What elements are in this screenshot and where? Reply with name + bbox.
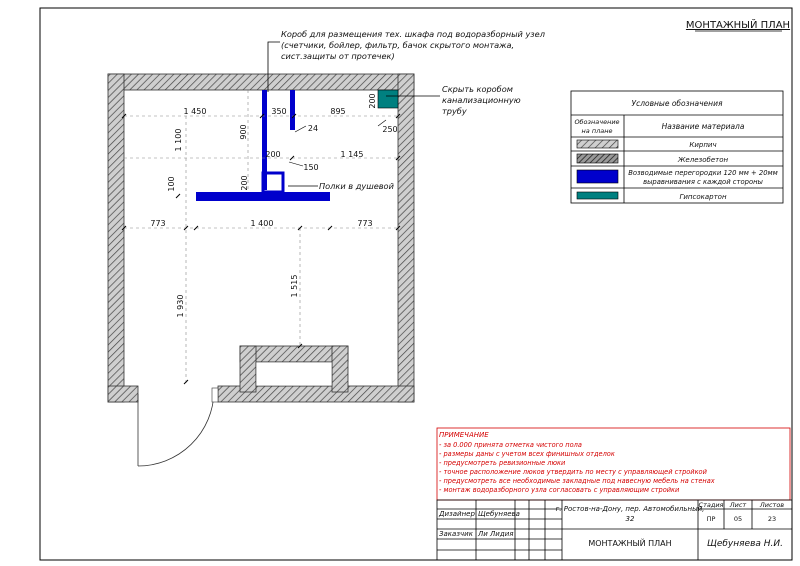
note-line-4: - точное расположение люков утвердить по месту с управляющей стройкой: [439, 468, 707, 476]
legend-col1-line2: на плане: [581, 127, 613, 135]
dim-773-right: 773: [357, 219, 373, 228]
dim-350: 350: [271, 107, 287, 116]
wall-top: [108, 74, 414, 90]
dim-150: 150: [303, 163, 319, 172]
floor-plan: [108, 42, 440, 466]
legend-col1-line1: Обозначение: [574, 118, 620, 126]
callout-shelves: Полки в душевой: [319, 181, 394, 191]
note-line-5: - предусмотреть все необходимые закладные под навесную мебель на стенах: [439, 477, 715, 485]
wall-bottom-left: [108, 386, 138, 402]
legend-row-partition-line2: выравнивания с каждой стороны: [643, 178, 763, 186]
dim-895: 895: [330, 107, 346, 116]
dim-1400: 1 400: [250, 219, 274, 228]
legend-col2: Название материала: [661, 122, 745, 131]
dim-250: 250: [382, 125, 398, 134]
callout-box-line2: (счетчики, бойлер, фильтр, бачок скрытого монтажа,: [281, 40, 515, 50]
client-name: Ли Лидия: [478, 530, 514, 538]
swatch-drywall: [577, 192, 618, 199]
wall-left: [108, 74, 124, 402]
stage-label: Стадия: [698, 501, 724, 509]
client-label: Заказчик: [439, 530, 473, 538]
dim-900: 900: [239, 124, 248, 140]
titleblock-sheet-name: МОНТАЖНЫЙ ПЛАН: [588, 539, 672, 548]
niche-right: [332, 346, 348, 392]
legend-table: [571, 91, 783, 203]
author-name: Щебуняева Н.И.: [707, 539, 783, 549]
drywall-pipe-box: [378, 90, 398, 108]
legend-row-drywall: Гипсокартон: [679, 193, 727, 201]
sheets-label: Листов: [759, 501, 785, 509]
swatch-brick: [577, 140, 618, 148]
dim-1515: 1 515: [290, 274, 299, 298]
swatch-concrete: [577, 154, 618, 163]
door-swing-arc: [138, 392, 214, 466]
dim-100: 100: [167, 176, 176, 192]
niche-opening: [256, 362, 332, 386]
notes-block: [437, 428, 790, 500]
callout-hide-line3: трубу: [442, 106, 467, 116]
callout-box-line3: сист.защиты от протечек): [281, 51, 395, 61]
designer-name: Щебуняева: [478, 510, 520, 518]
dim-773-left: 773: [150, 219, 166, 228]
dim-1450: 1 450: [183, 107, 207, 116]
legend-title: Условные обозначения: [631, 99, 723, 108]
sheet-label: Лист: [729, 501, 747, 509]
callout-hide-line2: канализационную: [442, 95, 521, 105]
address-line2: 32: [625, 515, 635, 523]
address-line1: г. Ростов-на-Дону, пер. Автомобильный,: [555, 505, 705, 513]
dim-1100: 1 100: [174, 128, 183, 152]
legend-row-brick: Кирпич: [689, 141, 717, 149]
sheet-value: 05: [733, 515, 743, 523]
note-line-2: - размеры даны с учетом всех финишных отделок: [439, 450, 615, 458]
legend-row-concrete: Железобетон: [677, 156, 729, 164]
sheet-title: МОНТАЖНЫЙ ПЛАН: [685, 20, 791, 31]
legend-row-partition-line1: Возводимые перегородки 120 мм + 20мм: [628, 169, 778, 177]
note-line-1: - за 0.000 принята отметка чистого пола: [439, 441, 582, 449]
dim-1930: 1 930: [176, 294, 185, 318]
stage-value: ПР: [706, 515, 716, 523]
dim-200-c: 200: [240, 175, 249, 191]
niche-left: [240, 346, 256, 392]
callout-hide-line1: Скрыть коробом: [442, 84, 513, 94]
callout-box-line1: Короб для размещения тех. шкафа под водоразборный узел: [281, 29, 545, 39]
dim-24: 24: [307, 124, 319, 133]
dim-1145: 1 145: [340, 150, 364, 159]
sheets-value: 23: [767, 515, 777, 523]
notes-heading: ПРИМЕЧАНИЕ: [439, 431, 489, 439]
dim-200-b: 200: [265, 150, 281, 159]
note-line-3: - предусмотреть ревизионные люки: [439, 459, 566, 467]
wall-right: [398, 74, 414, 402]
partition-vertical-right: [290, 90, 295, 130]
swatch-partition: [577, 170, 618, 183]
dim-200-a: 200: [368, 93, 377, 109]
note-line-6: - монтаж водоразборного узла согласовать с управляющим стройки: [439, 486, 680, 494]
designer-label: Дизайнер: [439, 510, 475, 518]
